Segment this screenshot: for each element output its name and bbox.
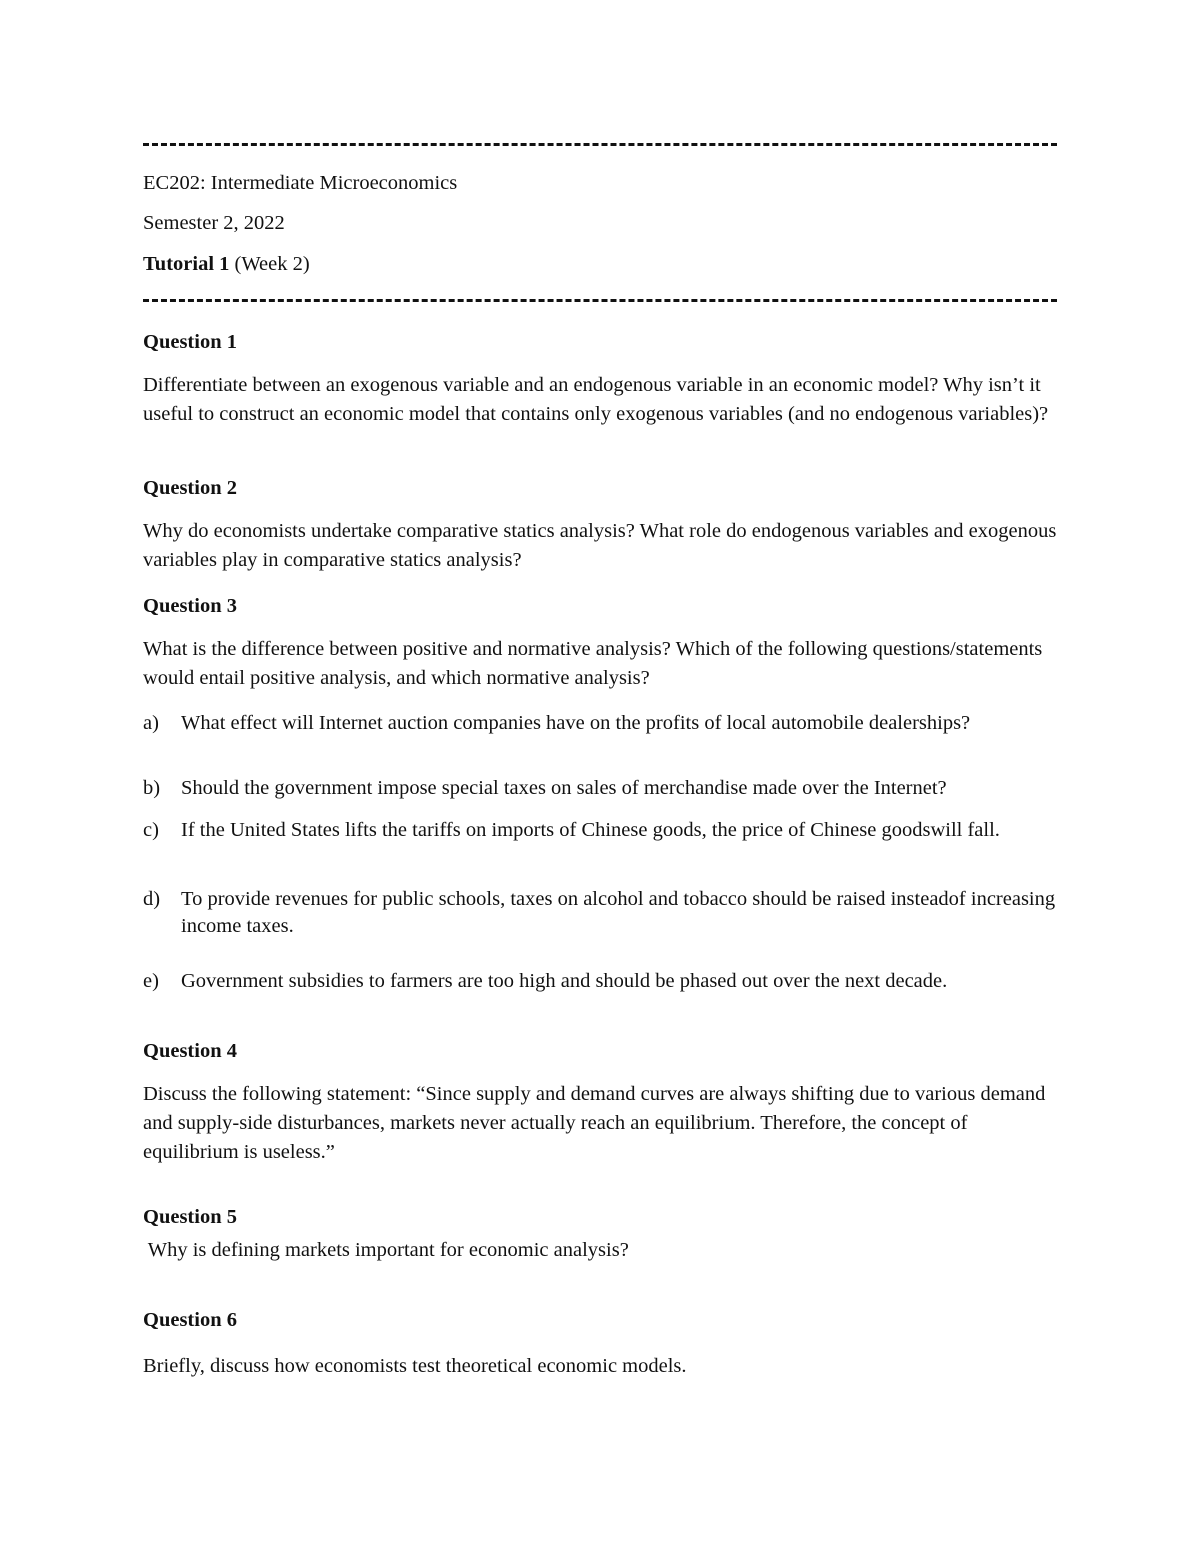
question-3-body: What is the difference between positive and normative analysis? Which of the following questions/statements would entail positive analysis, and which normative analysis?	[143, 638, 1043, 689]
tutorial-heading	[143, 252, 310, 276]
item-marker: b)	[143, 777, 161, 799]
dashed-divider-top	[143, 143, 1057, 146]
tutorial-number: Tutorial 1	[143, 253, 230, 275]
question-5-title: Question 5	[143, 1206, 237, 1228]
item-marker: d)	[143, 888, 161, 910]
course-title: EC202: Intermediate Microeconomics	[143, 172, 458, 194]
question-5-body: Why is defining markets important for economic analysis?	[143, 1239, 629, 1261]
item-marker: e)	[143, 970, 159, 992]
item-text: Government subsidies to farmers are too high and should be phased out over the next decade.	[181, 970, 948, 992]
question-4-title: Question 4	[143, 1040, 237, 1062]
question-1-body: Differentiate between an exogenous variable and an endogenous variable in an economic model? Why isn’t it useful to construct an economic model that contains only exogenous variables (and no endogenous variables)?	[143, 374, 1049, 425]
item-text: What effect will Internet auction companies have on the profits of local automobile dealerships?	[181, 712, 971, 734]
semester-label: Semester 2, 2022	[143, 212, 285, 234]
item-marker: c)	[143, 819, 159, 841]
question-6-title: Question 6	[143, 1309, 237, 1331]
item-text: Should the government impose special taxes on sales of merchandise made over the Internet?	[181, 777, 947, 799]
question-4-body: Discuss the following statement: “Since supply and demand curves are always shifting due to various demand and supply-side disturbances, markets never actually reach an equilibrium. Therefore, the concept of equilibrium is useless.”	[143, 1083, 1046, 1163]
item-text: If the United States lifts the tariffs on imports of Chinese goods, the price of Chinese goodswill fall.	[181, 819, 1000, 841]
question-2-title: Question 2	[143, 477, 237, 499]
question-1-title: Question 1	[143, 331, 237, 353]
item-marker: a)	[143, 712, 159, 734]
dashed-divider-bottom	[143, 299, 1057, 302]
item-text: To provide revenues for public schools, taxes on alcohol and tobacco should be raised insteadof increasing income taxes.	[181, 888, 1056, 937]
question-6-body: Briefly, discuss how economists test theoretical economic models.	[143, 1355, 687, 1377]
question-3-title: Question 3	[143, 595, 237, 617]
question-2-body: Why do economists undertake comparative statics analysis? What role do endogenous variables and exogenous variables play in comparative statics analysis?	[143, 520, 1057, 571]
tutorial-week: (Week 2)	[229, 253, 310, 275]
